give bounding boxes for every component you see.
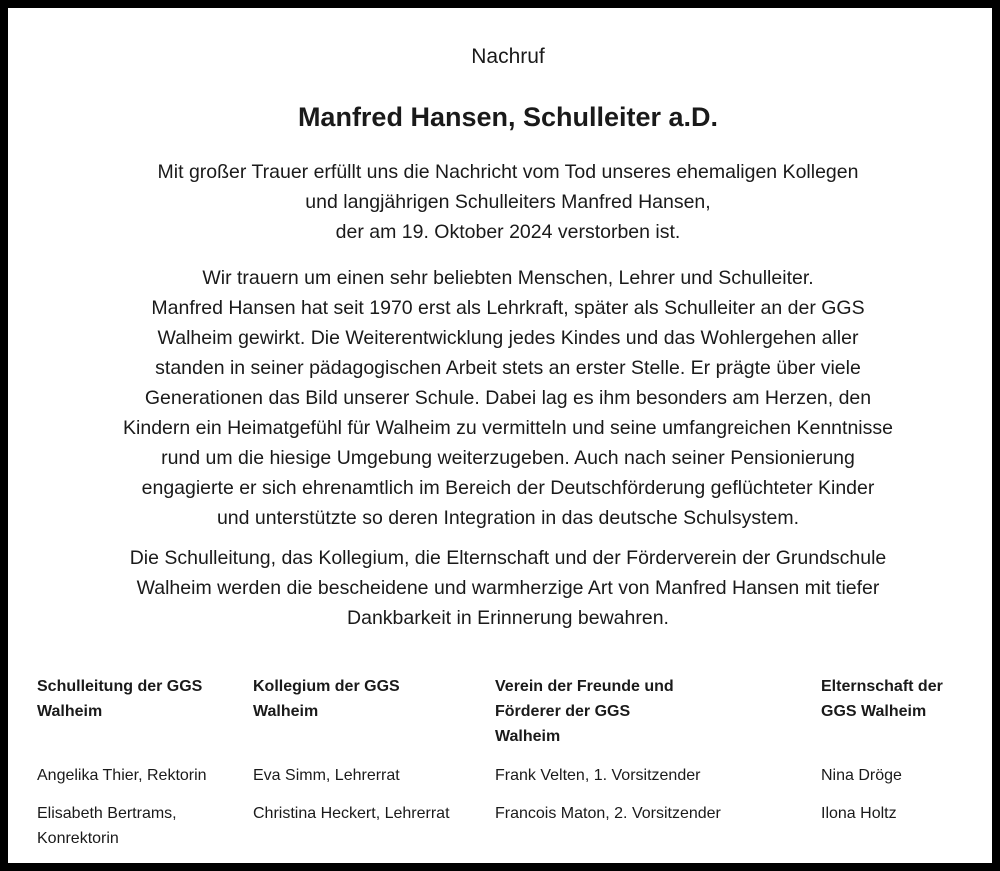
- heading-line: Walheim: [253, 703, 319, 720]
- signatory-member: [495, 763, 700, 788]
- notice-kind: Nachruf: [471, 45, 545, 68]
- signatory-column-kollegium: [253, 674, 450, 822]
- signatory-heading: [253, 674, 400, 749]
- heading-line: Verein der Freunde und: [495, 678, 674, 695]
- text-line: Manfred Hansen hat seit 1970 erst als Lehrkraft, später als Schulleiter an der GGS: [151, 297, 865, 319]
- member-line: Nina Dröge: [821, 767, 902, 784]
- member-line: Frank Velten, 1. Vorsitzender: [495, 767, 701, 784]
- heading-line: Walheim: [495, 728, 561, 745]
- text-line: der am 19. Oktober 2024 verstorben ist.: [335, 221, 681, 243]
- deceased-name-title: Manfred Hansen, Schulleiter a.D.: [297, 102, 719, 132]
- text-line: standen in seiner pädagogischen Arbeit stets an erster Stelle. Er prägte über viele: [155, 357, 861, 379]
- text-line: Walheim werden die bescheidene und warmherzige Art von Manfred Hansen mit tiefer: [136, 577, 880, 599]
- text-line: und langjährigen Schulleiters Manfred Hansen,: [305, 191, 711, 213]
- signatory-member: [253, 763, 400, 788]
- signatory-member: [821, 801, 897, 826]
- heading-line: Förderer der GGS: [495, 703, 631, 720]
- paragraph-announcement: [8, 157, 1000, 247]
- signatory-member: [37, 763, 207, 788]
- signatory-column-schulleitung: [37, 674, 207, 847]
- text-line: rund um die hiesige Umgebung weiterzugeben. Auch nach seiner Pensionierung: [161, 447, 855, 469]
- text-line: Dankbarkeit in Erinnerung bewahren.: [347, 607, 669, 629]
- member-line: Angelika Thier, Rektorin: [37, 767, 207, 784]
- heading-line: Kollegium der GGS: [253, 678, 400, 695]
- heading-line: GGS Walheim: [821, 703, 927, 720]
- text-line: Kindern ein Heimatgefühl für Walheim zu vermitteln und seine umfangreichen Kenntnisse: [123, 417, 893, 439]
- heading-line: Elternschaft der: [821, 678, 943, 695]
- signatory-column-elternschaft: [821, 674, 943, 822]
- signatory-member: [821, 763, 902, 788]
- member-line: Christina Heckert, Lehrerrat: [253, 805, 450, 822]
- member-line: Konrektorin: [37, 830, 119, 847]
- paragraph-tribute: [8, 263, 1000, 533]
- signatory-member: [37, 801, 177, 851]
- signatory-heading: [495, 674, 674, 749]
- text-line: Walheim gewirkt. Die Weiterentwicklung jedes Kindes und das Wohlergehen aller: [157, 327, 859, 349]
- heading-line: Walheim: [37, 703, 103, 720]
- signatory-heading: [821, 674, 943, 749]
- signatory-column-foerderverein: [495, 674, 721, 822]
- signatory-member: [495, 801, 721, 826]
- member-line: Elisabeth Bertrams,: [37, 805, 177, 822]
- text-line: Wir trauern um einen sehr beliebten Menschen, Lehrer und Schulleiter.: [202, 267, 814, 289]
- text-line: Mit großer Trauer erfüllt uns die Nachricht vom Tod unseres ehemaligen Kollegen: [157, 161, 859, 183]
- paragraph-closing: [8, 543, 1000, 633]
- signatory-member: [253, 801, 450, 826]
- text-line: engagierte er sich ehrenamtlich im Bereich der Deutschförderung geflüchteter Kinder: [141, 477, 875, 499]
- text-line: und unterstützte so deren Integration in das deutsche Schulsystem.: [216, 507, 800, 529]
- heading-line: Schulleitung der GGS: [37, 678, 203, 695]
- text-line: Die Schulleitung, das Kollegium, die Elternschaft und der Förderverein der Grundschule: [129, 547, 887, 569]
- member-line: Francois Maton, 2. Vorsitzender: [495, 805, 721, 822]
- signatory-heading: [37, 674, 202, 749]
- member-line: Ilona Holtz: [821, 805, 897, 822]
- member-line: Eva Simm, Lehrerrat: [253, 767, 400, 784]
- text-line: Generationen das Bild unserer Schule. Dabei lag es ihm besonders am Herzen, den: [144, 387, 872, 409]
